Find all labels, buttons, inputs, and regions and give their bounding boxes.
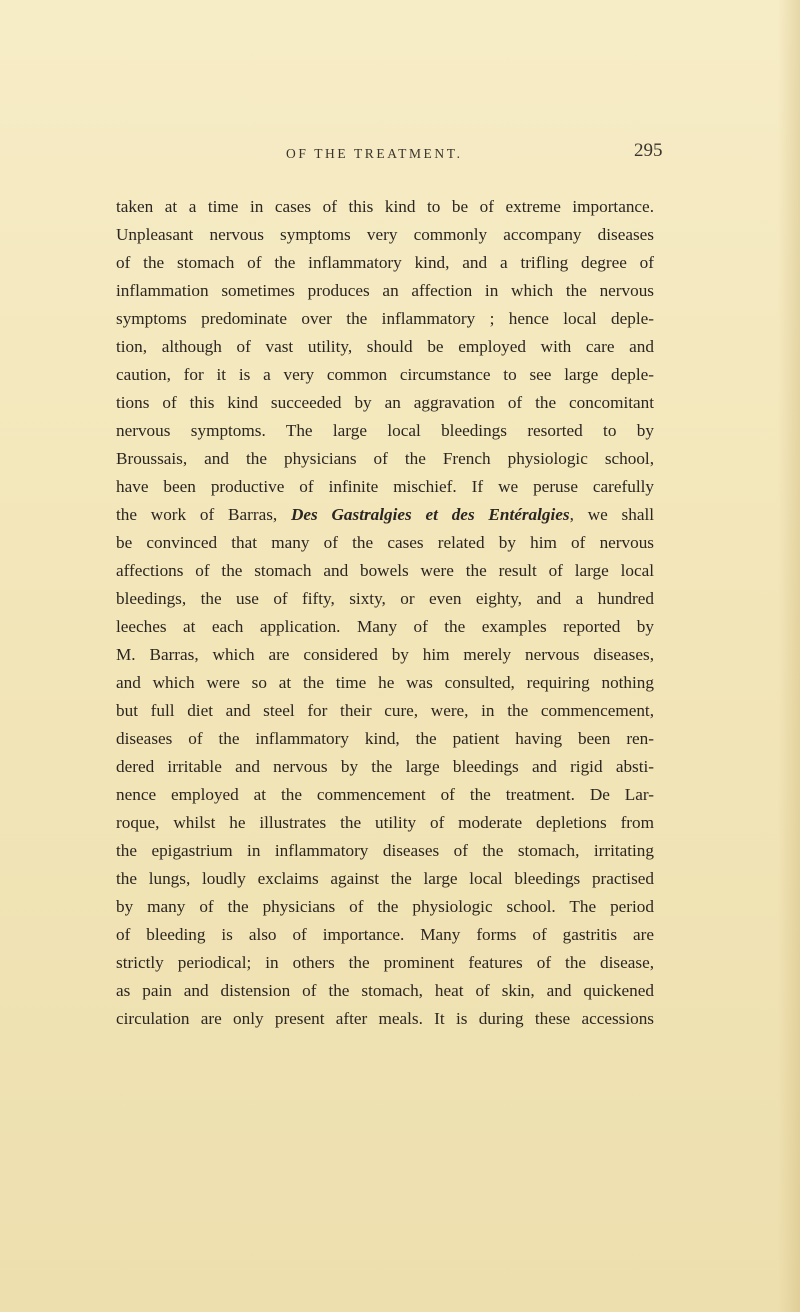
text-line: roque, whilst he illustrates the utility of moderate depletions from (116, 813, 654, 832)
text-line: be convinced that many of the cases related by him of nervous (116, 533, 654, 552)
text-line: tions of this kind succeeded by an aggravation of the concomitant (116, 393, 654, 412)
body-text (116, 193, 654, 1033)
text-line: have been productive of infinite mischief. If we peruse carefully (116, 477, 654, 496)
text-line: bleedings, the use of fifty, sixty, or even eighty, and a hundred (116, 589, 654, 608)
text-line: as pain and distension of the stomach, heat of skin, and quickened (116, 981, 654, 1000)
text-line: diseases of the inflammatory kind, the patient having been ren- (116, 729, 654, 748)
text-line-with-title (116, 501, 654, 529)
page-number: 295 (634, 140, 663, 161)
text-line: taken at a time in cases of this kind to be of extreme importance. (116, 197, 654, 216)
text-line: of the stomach of the inflammatory kind, and a trifling degree of (116, 253, 654, 272)
running-head: OF THE TREATMENT. (286, 146, 463, 161)
text-line: but full diet and steel for their cure, were, in the commencement, (116, 701, 654, 720)
text-line: nence employed at the commencement of the treatment. De Lar- (116, 785, 654, 804)
text-line: of bleeding is also of importance. Many forms of gastritis are (116, 925, 654, 944)
page-edge-shading (778, 0, 800, 1312)
text-fragment: , we shall (569, 505, 654, 524)
text-line: strictly periodical; in others the prominent features of the disease, (116, 953, 654, 972)
text-line: the lungs, loudly exclaims against the large local bleedings practised (116, 869, 654, 888)
text-line: circulation are only present after meals. It is during these accessions (116, 1009, 654, 1028)
text-line: and which were so at the time he was consulted, requiring nothing (116, 673, 654, 692)
text-line: leeches at each application. Many of the examples reported by (116, 617, 654, 636)
text-line: dered irritable and nervous by the large bleedings and rigid absti- (116, 757, 654, 776)
text-line: affections of the stomach and bowels were the result of large local (116, 561, 654, 580)
text-line: symptoms predominate over the inflammatory ; hence local deple- (116, 309, 654, 328)
text-line: M. Barras, which are considered by him merely nervous diseases, (116, 645, 654, 664)
text-fragment: the work of Barras, (116, 505, 291, 524)
text-line: inflammation sometimes produces an affection in which the nervous (116, 281, 654, 300)
text-line: the epigastrium in inflammatory diseases of the stomach, irritating (116, 841, 654, 860)
text-line: by many of the physicians of the physiologic school. The period (116, 897, 654, 916)
text-line: tion, although of vast utility, should be employed with care and (116, 337, 654, 356)
text-line: caution, for it is a very common circumstance to see large deple- (116, 365, 654, 384)
text-line: Broussais, and the physicians of the French physiologic school, (116, 449, 654, 468)
text-line: nervous symptoms. The large local bleedings resorted to by (116, 421, 654, 440)
book-title: Des Gastralgies et des Entéralgies (290, 505, 570, 524)
text-line: Unpleasant nervous symptoms very commonly accompany diseases (116, 225, 654, 244)
